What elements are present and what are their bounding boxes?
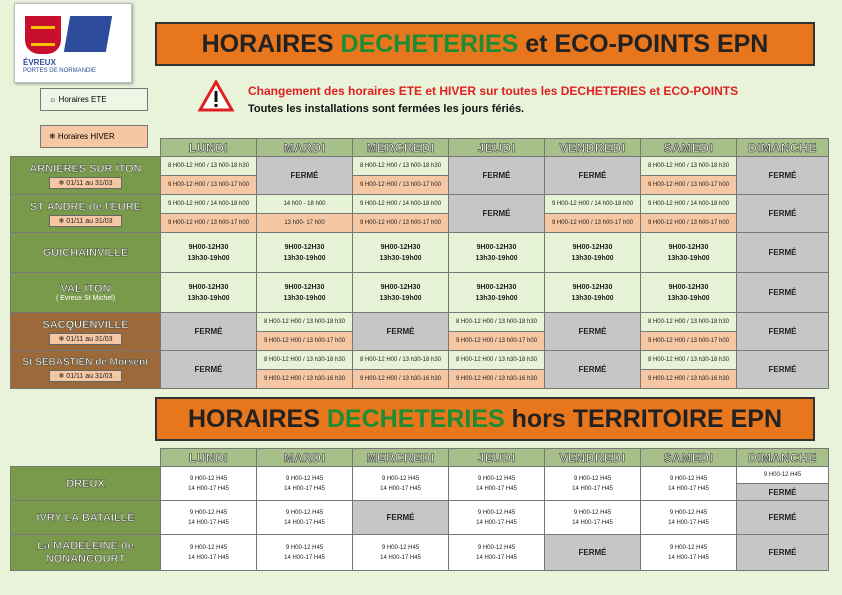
site-name: VAL ITON bbox=[60, 283, 111, 295]
hours-afternoon: 13h30-19h00 bbox=[667, 254, 710, 262]
city-logo bbox=[14, 3, 132, 83]
hours-hiver: 9 H00-12 H00 / 13 h00-17 h00 bbox=[545, 214, 641, 233]
day-header: LUNDI bbox=[161, 139, 257, 157]
hours-morning: 9 H00-12 H45 bbox=[669, 544, 708, 551]
hours-afternoon: 14 H00-17 H45 bbox=[476, 519, 517, 526]
winter-badge: ❄ 01/11 au 31/03 bbox=[49, 370, 121, 382]
secondary-title-banner bbox=[155, 397, 815, 441]
hours-afternoon: 13h30-19h00 bbox=[187, 254, 230, 262]
hours-cell bbox=[257, 501, 353, 535]
title-green: DECHETERIES bbox=[326, 405, 505, 433]
hours-afternoon: 14 H00-17 H45 bbox=[284, 519, 325, 526]
hours-cell bbox=[449, 501, 545, 535]
closed-cell: FERMÉ bbox=[545, 313, 641, 351]
site-subtitle: ( Evreux St Michel) bbox=[55, 295, 116, 302]
hours-hiver: 9 H00-12 H00 / 13 h30-16 h30 bbox=[257, 370, 353, 389]
hours-morning: 9H00-12H30 bbox=[668, 283, 709, 291]
hours-hiver: 9 H00-12 H00 / 13 h00-17 h00 bbox=[257, 332, 353, 351]
hours-morning: 9H00-12H30 bbox=[572, 243, 613, 251]
day-header: SAMEDI bbox=[641, 139, 737, 157]
hours-afternoon: 14 H00-17 H45 bbox=[572, 519, 613, 526]
hours-hiver: 9 H00-12 H00 / 13 h00-17 h00 bbox=[449, 332, 545, 351]
corner-cell bbox=[11, 449, 161, 467]
hours-hiver: 9 H00-12 H00 / 13 h30-16 h30 bbox=[353, 370, 449, 389]
closed-cell: FERMÉ bbox=[353, 501, 449, 535]
blue-emblem-icon bbox=[64, 16, 112, 52]
hours-afternoon: 14 H00-17 H45 bbox=[188, 519, 229, 526]
hours-afternoon: 14 H00-17 H45 bbox=[476, 485, 517, 492]
logo-subtitle: PORTES DE NORMANDIE bbox=[23, 68, 96, 74]
hours-afternoon: 14 H00-17 H45 bbox=[188, 554, 229, 561]
hours-afternoon: 13h30-19h00 bbox=[475, 254, 518, 262]
hours-morning: 9H00-12H30 bbox=[380, 243, 421, 251]
hours-morning: 9 H00-12 H45 bbox=[477, 544, 516, 551]
hours-cell bbox=[161, 535, 257, 571]
title-part: HORAIRES bbox=[201, 30, 341, 58]
hours-ete: 8 H00-12 H00 / 13 h00-18 h30 bbox=[257, 313, 353, 332]
day-header: DIMANCHE bbox=[737, 139, 829, 157]
hours-cell bbox=[641, 273, 737, 313]
hours-afternoon: 14 H00-17 H45 bbox=[668, 485, 709, 492]
notice-change: Changement des horaires ETE et HIVER sur toutes les DECHETERIES et ECO-POINTS bbox=[248, 84, 739, 98]
hours-afternoon: 14 H00-17 H45 bbox=[668, 519, 709, 526]
hours-morning: 9H00-12H30 bbox=[188, 283, 229, 291]
closed-cell: FERMÉ bbox=[257, 157, 353, 195]
closed-cell: FERMÉ bbox=[353, 313, 449, 351]
title-part: HORAIRES bbox=[187, 405, 327, 433]
closed-cell: FERMÉ bbox=[737, 501, 829, 535]
hours-cell bbox=[449, 233, 545, 273]
notice-holidays: Toutes les installations sont fermées les jours fériés. bbox=[248, 103, 525, 115]
hours-ete: 8 H00-12 H00 / 13 h00-18 h30 bbox=[353, 157, 449, 176]
hours-cell bbox=[641, 467, 737, 501]
closed-cell: FERMÉ bbox=[737, 484, 829, 501]
hours-cell bbox=[257, 233, 353, 273]
hours-afternoon: 13h30-19h00 bbox=[283, 254, 326, 262]
hours-hiver: 9 H00-12 H00 / 13 h00-17 h00 bbox=[641, 214, 737, 233]
site-arnieres bbox=[11, 157, 161, 195]
hours-afternoon: 13h30-19h00 bbox=[475, 294, 518, 302]
hours-cell bbox=[257, 535, 353, 571]
closed-cell: FERMÉ bbox=[737, 313, 829, 351]
hours-ete: 8 H00-12 H00 / 13 h30-18 h30 bbox=[257, 351, 353, 370]
hours-cell bbox=[449, 535, 545, 571]
day-header: MERCREDI bbox=[353, 449, 449, 467]
hours-cell bbox=[641, 535, 737, 571]
hours-sunday: 9 H00-12 H45 bbox=[737, 467, 829, 484]
legend-ete: ☼ Horaires ETE bbox=[40, 88, 148, 111]
hours-cell bbox=[161, 467, 257, 501]
day-header: JEUDI bbox=[449, 449, 545, 467]
hours-morning: 9 H00-12 H45 bbox=[189, 509, 228, 516]
hours-morning: 9 H00-12 H45 bbox=[285, 509, 324, 516]
hours-hiver: 9 H00-12 H00 / 13 h00-17 h00 bbox=[353, 176, 449, 195]
hours-afternoon: 13h30-19h00 bbox=[283, 294, 326, 302]
closed-cell: FERMÉ bbox=[545, 351, 641, 389]
hours-morning: 9 H00-12 H45 bbox=[285, 475, 324, 482]
corner-cell bbox=[11, 139, 161, 157]
site-st-andre bbox=[11, 195, 161, 233]
site-sacquenville bbox=[11, 313, 161, 351]
closed-cell: FERMÉ bbox=[449, 195, 545, 233]
hours-ete: 8 H00-12 H00 / 13 h00-18 h30 bbox=[641, 313, 737, 332]
hours-cell bbox=[353, 535, 449, 571]
hours-hiver: 9 H00-12 H00 / 13 h00-17 h00 bbox=[641, 176, 737, 195]
site-la-madeleine bbox=[11, 535, 161, 571]
hours-morning: 9 H00-12 H45 bbox=[477, 509, 516, 516]
hours-cell bbox=[449, 467, 545, 501]
site-name: IVRY LA BATAILLE bbox=[36, 511, 135, 524]
hours-cell bbox=[545, 501, 641, 535]
hours-hiver: 9 H00-12 H00 / 13 h00-17 h00 bbox=[161, 176, 257, 195]
hours-cell bbox=[545, 233, 641, 273]
hours-hiver: 9 H00-12 H00 / 13 h00-17 h00 bbox=[353, 214, 449, 233]
hours-morning: 9 H00-12 H45 bbox=[189, 544, 228, 551]
hours-morning: 9 H00-12 H45 bbox=[477, 475, 516, 482]
hours-hiver: 9 H00-12 H00 / 13 h00-17 h00 bbox=[161, 214, 257, 233]
hours-ete: 8 H00-12 H00 / 13 h30-18 h30 bbox=[449, 351, 545, 370]
day-header: SAMEDI bbox=[641, 449, 737, 467]
hours-afternoon: 14 H00-17 H45 bbox=[380, 485, 421, 492]
site-name: ARNIERES SUR ITON bbox=[29, 162, 142, 175]
hours-cell bbox=[353, 233, 449, 273]
closed-cell: FERMÉ bbox=[737, 195, 829, 233]
day-header: LUNDI bbox=[161, 449, 257, 467]
hours-ete: 8 H00-12 H00 / 13 h30-18 h30 bbox=[353, 351, 449, 370]
hours-cell bbox=[353, 467, 449, 501]
legend-hiver: ❄ Horaires HIVER bbox=[40, 125, 148, 148]
hours-afternoon: 13h30-19h00 bbox=[379, 254, 422, 262]
day-header: VENDREDI bbox=[545, 449, 641, 467]
hours-ete: 8 H00-12 H00 / 13 h00-18 h30 bbox=[161, 157, 257, 176]
title-part-end: hors TERRITOIRE EPN bbox=[504, 405, 783, 433]
winter-badge: ❄ 01/11 au 31/03 bbox=[49, 177, 121, 189]
hours-cell bbox=[161, 273, 257, 313]
hours-morning: 9H00-12H30 bbox=[572, 283, 613, 291]
day-header: DIMANCHE bbox=[737, 449, 829, 467]
hours-ete: 9 H00-12 H00 / 14 h00-18 h00 bbox=[545, 195, 641, 214]
hours-morning: 9H00-12H30 bbox=[476, 243, 517, 251]
hours-cell bbox=[449, 273, 545, 313]
closed-cell: FERMÉ bbox=[161, 313, 257, 351]
site-st-sebastien bbox=[11, 351, 161, 389]
hours-morning: 9 H00-12 H45 bbox=[381, 544, 420, 551]
hours-morning: 9H00-12H30 bbox=[476, 283, 517, 291]
closed-cell: FERMÉ bbox=[737, 351, 829, 389]
closed-cell: FERMÉ bbox=[737, 157, 829, 195]
warning-icon bbox=[198, 80, 234, 112]
site-val-iton bbox=[11, 273, 161, 313]
site-name: ST ANDRE de l'EURE bbox=[30, 200, 141, 213]
hours-ete: 9 H00-12 H00 / 14 h00-18 h00 bbox=[353, 195, 449, 214]
hours-morning: 9 H00-12 H45 bbox=[573, 475, 612, 482]
closed-cell: FERMÉ bbox=[737, 273, 829, 313]
hours-ete: 8 H00-12 H00 / 13 h00-18 h30 bbox=[449, 313, 545, 332]
hours-hiver: 9 H00-12 H00 / 13 h30-16 h30 bbox=[641, 370, 737, 389]
hours-afternoon: 14 H00-17 H45 bbox=[188, 485, 229, 492]
hours-cell bbox=[161, 233, 257, 273]
hours-cell bbox=[257, 467, 353, 501]
hours-afternoon: 13h30-19h00 bbox=[571, 254, 614, 262]
hours-hiver: 13 h00- 17 h00 bbox=[257, 214, 353, 233]
hours-hiver: 9 H00-12 H00 / 13 h00-17 h00 bbox=[641, 332, 737, 351]
hours-afternoon: 13h30-19h00 bbox=[667, 294, 710, 302]
day-header: VENDREDI bbox=[545, 139, 641, 157]
site-guichainville bbox=[11, 233, 161, 273]
hours-morning: 9H00-12H30 bbox=[380, 283, 421, 291]
site-ivry bbox=[11, 501, 161, 535]
hours-ete: 8 H00-12 H00 / 13 h30-18 h30 bbox=[641, 351, 737, 370]
hours-morning: 9 H00-12 H45 bbox=[189, 475, 228, 482]
hours-afternoon: 13h30-19h00 bbox=[187, 294, 230, 302]
hours-morning: 9H00-12H30 bbox=[668, 243, 709, 251]
hours-morning: 9 H00-12 H45 bbox=[669, 509, 708, 516]
hours-hiver: 9 H00-12 H00 / 13 h30-16 h30 bbox=[449, 370, 545, 389]
day-header: JEUDI bbox=[449, 139, 545, 157]
hours-cell bbox=[641, 233, 737, 273]
closed-cell: FERMÉ bbox=[449, 157, 545, 195]
hours-morning: 9H00-12H30 bbox=[284, 283, 325, 291]
hours-morning: 9 H00-12 H45 bbox=[381, 475, 420, 482]
normandy-shield-icon bbox=[25, 16, 61, 54]
day-header: MARDI bbox=[257, 449, 353, 467]
hours-afternoon: 14 H00-17 H45 bbox=[284, 485, 325, 492]
winter-badge: ❄ 01/11 au 31/03 bbox=[49, 215, 121, 227]
hours-cell bbox=[257, 273, 353, 313]
hours-afternoon: 14 H00-17 H45 bbox=[476, 554, 517, 561]
hours-cell bbox=[545, 273, 641, 313]
hours-morning: 9H00-12H30 bbox=[284, 243, 325, 251]
hours-cell bbox=[353, 273, 449, 313]
hours-ete: 9 H00-12 H00 / 14 h00-18 h00 bbox=[161, 195, 257, 214]
closed-cell: FERMÉ bbox=[737, 233, 829, 273]
title-green: DECHETERIES bbox=[340, 30, 519, 58]
hours-cell bbox=[161, 501, 257, 535]
hours-ete: 14 h00 - 18 h00 bbox=[257, 195, 353, 214]
closed-cell: FERMÉ bbox=[737, 535, 829, 571]
site-name: DREUX bbox=[66, 477, 105, 490]
hours-cell bbox=[641, 501, 737, 535]
hours-cell bbox=[545, 467, 641, 501]
closed-cell: FERMÉ bbox=[161, 351, 257, 389]
main-title-banner bbox=[155, 22, 815, 66]
hours-afternoon: 14 H00-17 H45 bbox=[380, 554, 421, 561]
hours-morning: 9 H00-12 H45 bbox=[285, 544, 324, 551]
schedule-table-epn bbox=[10, 138, 829, 389]
winter-badge: ❄ 01/11 au 31/03 bbox=[49, 333, 121, 345]
hours-afternoon: 14 H00-17 H45 bbox=[668, 554, 709, 561]
schedule-table-outside bbox=[10, 448, 829, 571]
hours-ete: 8 H00-12 H00 / 13 h00-18 h30 bbox=[641, 157, 737, 176]
day-header: MERCREDI bbox=[353, 139, 449, 157]
hours-morning: 9H00-12H30 bbox=[188, 243, 229, 251]
hours-afternoon: 13h30-19h00 bbox=[379, 294, 422, 302]
site-name: St SEBASTIEN de Morsent bbox=[22, 357, 149, 368]
hours-morning: 9 H00-12 H45 bbox=[669, 475, 708, 482]
hours-ete: 9 H00-12 H00 / 14 h00-18 h00 bbox=[641, 195, 737, 214]
closed-cell: FERMÉ bbox=[545, 157, 641, 195]
hours-afternoon: 13h30-19h00 bbox=[571, 294, 614, 302]
site-name: La MADELEINE de NONANCOURT bbox=[37, 539, 134, 565]
closed-cell: FERMÉ bbox=[545, 535, 641, 571]
day-header: MARDI bbox=[257, 139, 353, 157]
hours-afternoon: 14 H00-17 H45 bbox=[284, 554, 325, 561]
site-dreux bbox=[11, 467, 161, 501]
logo-title: ÉVREUX bbox=[23, 58, 56, 67]
title-part-end: et ECO-POINTS EPN bbox=[518, 30, 769, 58]
hours-morning: 9 H00-12 H45 bbox=[573, 509, 612, 516]
site-name: GUICHAINVILLE bbox=[42, 246, 129, 259]
site-name: SACQUENVILLE bbox=[42, 318, 129, 331]
hours-afternoon: 14 H00-17 H45 bbox=[572, 485, 613, 492]
